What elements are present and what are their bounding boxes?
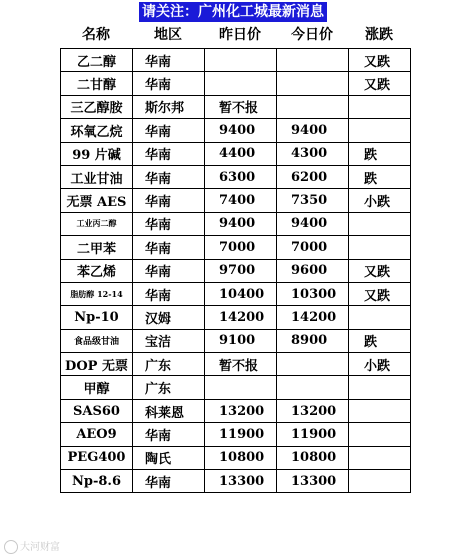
region-cell: 陶氏	[133, 446, 205, 469]
today-price-cell: 9400	[277, 119, 349, 142]
table-row	[61, 353, 411, 376]
table-row	[61, 259, 411, 282]
product-name-cell: 二甲苯	[61, 236, 133, 259]
region-cell: 华南	[133, 282, 205, 305]
watermark-text: 大河财富	[20, 542, 60, 553]
yesterday-price-cell: 暂不报	[205, 95, 277, 118]
trend-cell: 跌	[349, 329, 411, 352]
region-cell: 汉姆	[133, 306, 205, 329]
trend-cell	[349, 119, 411, 142]
header-today: 今日价	[291, 27, 333, 43]
region-cell: 华南	[133, 189, 205, 212]
table-row	[61, 142, 411, 165]
table-row	[61, 95, 411, 118]
trend-cell: 又跌	[349, 259, 411, 282]
trend-cell: 跌	[349, 142, 411, 165]
today-price-cell: 10800	[277, 446, 349, 469]
today-price-cell: 7350	[277, 189, 349, 212]
trend-cell	[349, 95, 411, 118]
table-row	[61, 306, 411, 329]
table-row	[61, 282, 411, 305]
watermark-logo-icon	[4, 540, 18, 554]
region-cell: 广东	[133, 376, 205, 399]
product-name-cell: 脂肪醇 12-14	[61, 282, 133, 305]
today-price-cell: 4300	[277, 142, 349, 165]
product-name-cell: 甲醇	[61, 376, 133, 399]
product-name-cell: AEO9	[61, 423, 133, 446]
today-price-cell: 14200	[277, 306, 349, 329]
today-price-cell: 8900	[277, 329, 349, 352]
yesterday-price-cell: 14200	[205, 306, 277, 329]
trend-cell: 又跌	[349, 72, 411, 95]
yesterday-price-cell: 4400	[205, 142, 277, 165]
product-name-cell: 食品级甘油	[61, 329, 133, 352]
product-name-cell: 三乙醇胺	[61, 95, 133, 118]
region-cell: 华南	[133, 423, 205, 446]
trend-cell: 跌	[349, 165, 411, 188]
yesterday-price-cell: 9100	[205, 329, 277, 352]
yesterday-price-cell: 9400	[205, 212, 277, 235]
trend-cell	[349, 399, 411, 422]
region-cell: 华南	[133, 165, 205, 188]
today-price-cell	[277, 95, 349, 118]
today-price-cell: 13200	[277, 399, 349, 422]
table-row	[61, 399, 411, 422]
table-row	[61, 212, 411, 235]
region-cell: 华南	[133, 49, 205, 72]
trend-cell	[349, 236, 411, 259]
trend-cell: 小跌	[349, 189, 411, 212]
region-cell: 斯尔邦	[133, 95, 205, 118]
trend-cell	[349, 376, 411, 399]
trend-cell: 又跌	[349, 282, 411, 305]
trend-cell	[349, 212, 411, 235]
yesterday-price-cell: 11900	[205, 423, 277, 446]
trend-cell: 小跌	[349, 353, 411, 376]
yesterday-price-cell: 9400	[205, 119, 277, 142]
table-row	[61, 446, 411, 469]
product-name-cell: 苯乙烯	[61, 259, 133, 282]
table-row	[61, 165, 411, 188]
header-name: 名称	[82, 27, 110, 43]
today-price-cell: 7000	[277, 236, 349, 259]
header-trend: 涨跌	[365, 27, 393, 43]
region-cell: 华南	[133, 72, 205, 95]
yesterday-price-cell	[205, 72, 277, 95]
yesterday-price-cell: 13200	[205, 399, 277, 422]
product-name-cell: 工业丙二醇	[61, 212, 133, 235]
table-row	[61, 423, 411, 446]
yesterday-price-cell: 10800	[205, 446, 277, 469]
watermark	[4, 538, 60, 554]
product-name-cell: 二甘醇	[61, 72, 133, 95]
today-price-cell: 11900	[277, 423, 349, 446]
region-cell: 华南	[133, 212, 205, 235]
header-yesterday: 昨日价	[219, 27, 261, 43]
region-cell: 广东	[133, 353, 205, 376]
yesterday-price-cell: 7000	[205, 236, 277, 259]
today-price-cell	[277, 72, 349, 95]
header-region: 地区	[154, 27, 182, 43]
region-cell: 华南	[133, 236, 205, 259]
today-price-cell: 9400	[277, 212, 349, 235]
trend-cell	[349, 306, 411, 329]
product-name-cell: 工业甘油	[61, 165, 133, 188]
table-row	[61, 72, 411, 95]
yesterday-price-cell: 暂不报	[205, 353, 277, 376]
product-name-cell: Np-10	[61, 306, 133, 329]
product-name-cell: SAS60	[61, 399, 133, 422]
yesterday-price-cell	[205, 376, 277, 399]
price-table-body	[61, 49, 411, 493]
region-cell: 华南	[133, 142, 205, 165]
today-price-cell	[277, 353, 349, 376]
trend-cell	[349, 446, 411, 469]
today-price-cell	[277, 49, 349, 72]
region-cell: 华南	[133, 119, 205, 142]
table-header	[60, 24, 410, 46]
trend-cell: 又跌	[349, 49, 411, 72]
yesterday-price-cell: 10400	[205, 282, 277, 305]
product-name-cell: DOP 无票	[61, 353, 133, 376]
yesterday-price-cell: 9700	[205, 259, 277, 282]
price-table	[60, 48, 411, 493]
product-name-cell: 乙二醇	[61, 49, 133, 72]
table-row	[61, 189, 411, 212]
today-price-cell: 6200	[277, 165, 349, 188]
product-name-cell: 无票 AES	[61, 189, 133, 212]
yesterday-price-cell: 6300	[205, 165, 277, 188]
trend-cell	[349, 423, 411, 446]
yesterday-price-cell: 13300	[205, 470, 277, 493]
table-row	[61, 470, 411, 493]
yesterday-price-cell: 7400	[205, 189, 277, 212]
table-row	[61, 236, 411, 259]
today-price-cell: 10300	[277, 282, 349, 305]
table-row	[61, 376, 411, 399]
product-name-cell: PEG400	[61, 446, 133, 469]
product-name-cell: 99 片碱	[61, 142, 133, 165]
region-cell: 宝洁	[133, 329, 205, 352]
product-name-cell: 环氧乙烷	[61, 119, 133, 142]
today-price-cell: 9600	[277, 259, 349, 282]
region-cell: 华南	[133, 259, 205, 282]
table-row	[61, 49, 411, 72]
product-name-cell: Np-8.6	[61, 470, 133, 493]
trend-cell	[349, 470, 411, 493]
today-price-cell: 13300	[277, 470, 349, 493]
region-cell: 华南	[133, 470, 205, 493]
today-price-cell	[277, 376, 349, 399]
yesterday-price-cell	[205, 49, 277, 72]
page-title: 请关注：广州化工城最新消息	[139, 2, 327, 22]
table-row	[61, 329, 411, 352]
table-row	[61, 119, 411, 142]
region-cell: 科莱恩	[133, 399, 205, 422]
